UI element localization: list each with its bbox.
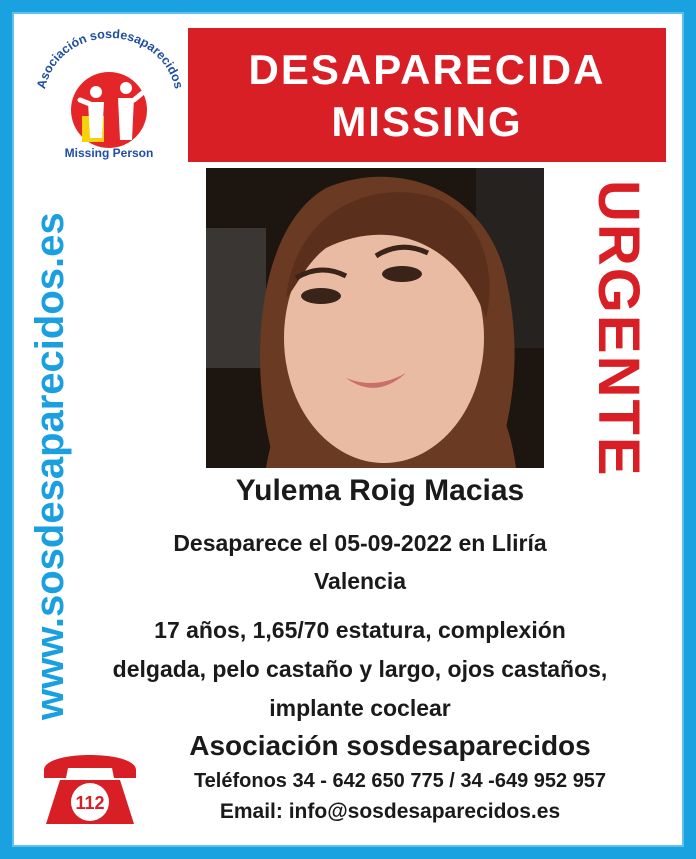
- emergency-phone-icon: [40, 744, 140, 828]
- contact-phones: Teléfonos 34 - 642 650 775 / 34 -649 952 957: [193, 770, 607, 792]
- description-line-1: 17 años, 1,65/70 estatura, complexión: [154, 617, 566, 643]
- contact-email: Email: info@sosdesaparecidos.es: [219, 800, 561, 823]
- logo-arc-text: Asociación sosdesaparecidos: [34, 28, 186, 91]
- portrait-photo-icon: [206, 168, 544, 468]
- banner-title-en: MISSING: [331, 98, 523, 145]
- website-vertical-text: www.sosdesaparecidos.es: [28, 212, 72, 720]
- urgent-vertical-text: URGENTE: [586, 180, 651, 478]
- logo-graphic: [30, 28, 188, 162]
- association-logo: [30, 28, 188, 162]
- disappearance-province: Valencia: [313, 568, 407, 594]
- association-name: Asociación sosdesaparecidos: [189, 730, 591, 761]
- person-name: Yulema Roig Macias: [235, 474, 525, 507]
- logo-caption: Missing Person: [64, 146, 154, 160]
- person-photo: [206, 168, 544, 468]
- description-line-2: delgada, pelo castaño y largo, ojos castaños,: [112, 656, 608, 682]
- disappearance-date-place: Desaparece el 05-09-2022 en Lliría: [173, 530, 547, 556]
- description-line-3: implante coclear: [269, 695, 451, 721]
- emergency-number: 112: [75, 793, 105, 813]
- banner-title-es: DESAPARECIDA: [248, 46, 606, 93]
- missing-banner: [188, 28, 666, 162]
